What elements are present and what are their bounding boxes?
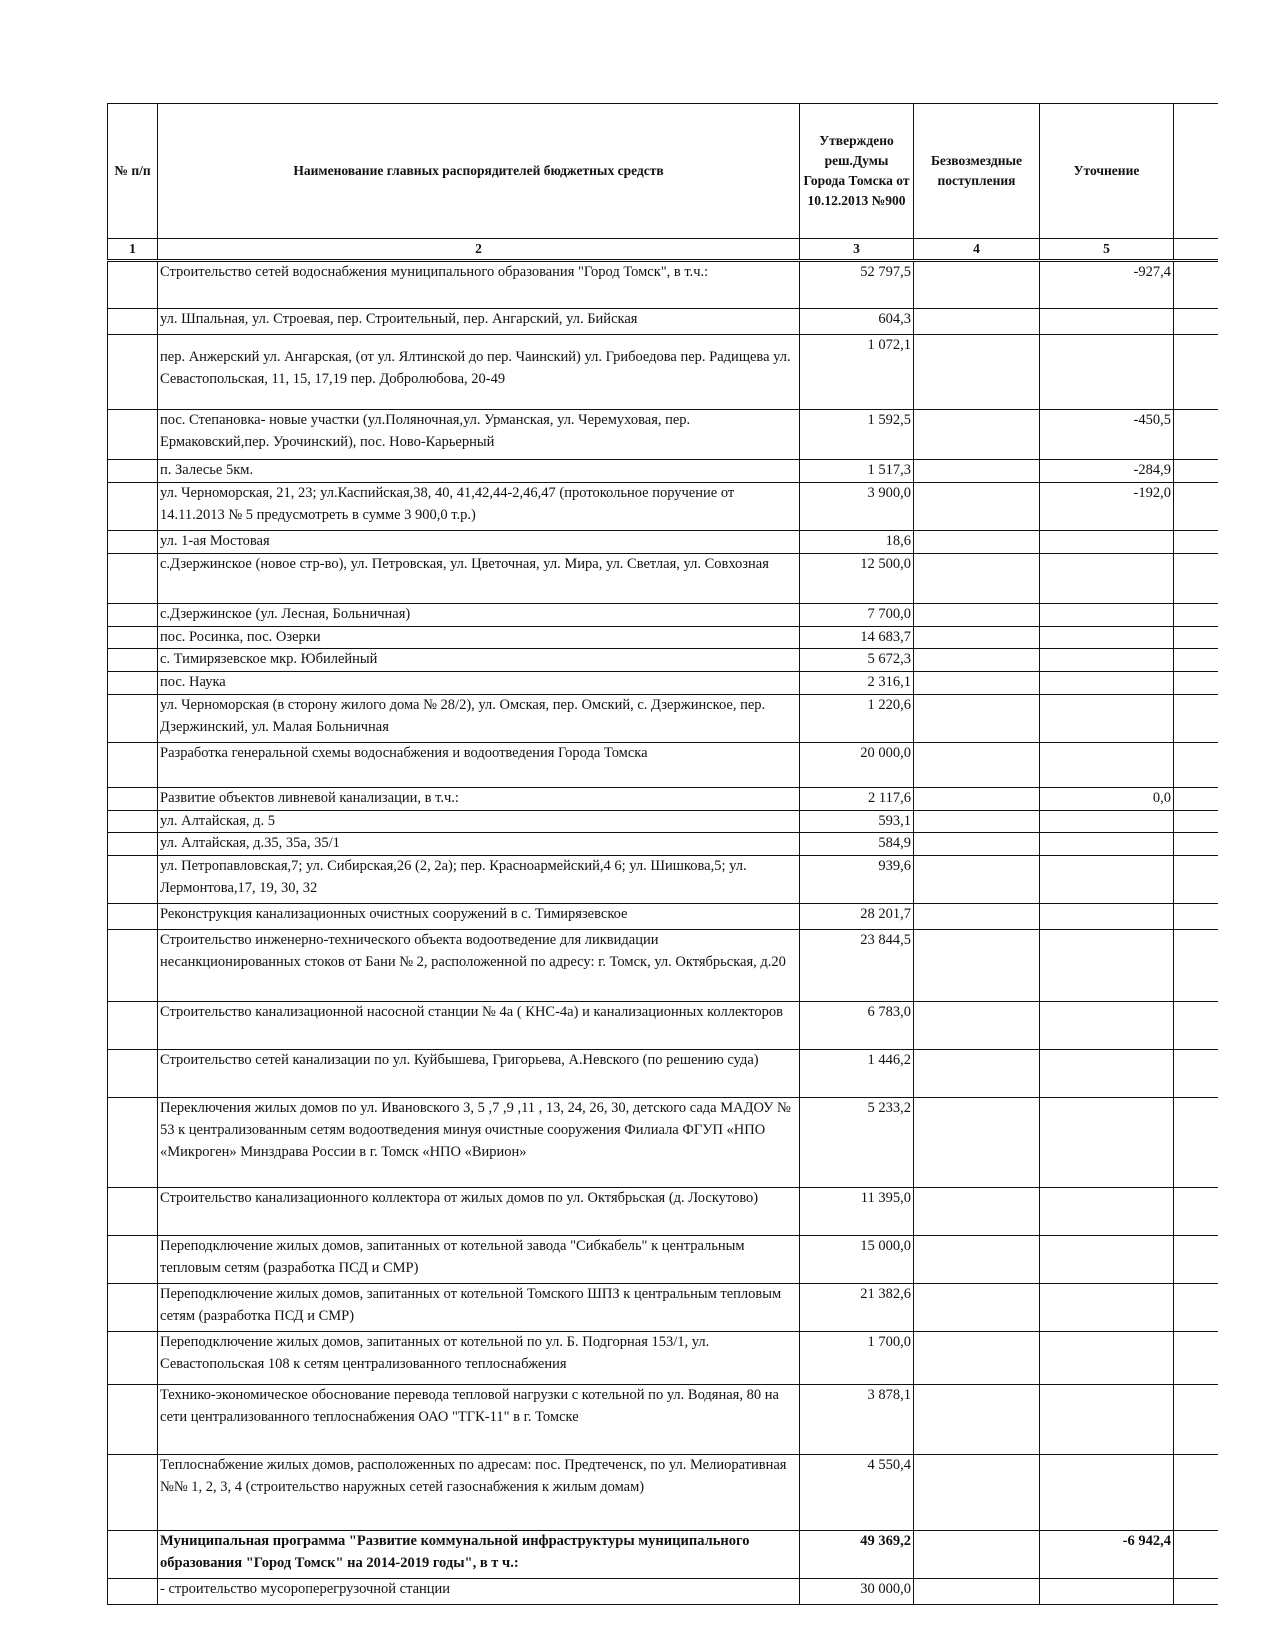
table-row <box>108 1050 1218 1098</box>
row-number-cell <box>108 626 158 649</box>
row-grants-cell <box>914 261 1040 309</box>
row-next-cell <box>1174 1332 1218 1385</box>
row-approved-cell: 12 500,0 <box>800 553 914 603</box>
row-name-cell: ул. Петропавловская,7; ул. Сибирская,26 (2, 2а); пер. Красноармейский,4 6; ул. Шишкова,5; ул. Лермонтова,17, 19, 30, 32 <box>158 856 800 904</box>
row-approved-cell: 3 900,0 <box>800 483 914 531</box>
row-next-cell <box>1174 309 1218 335</box>
row-approved-cell: 20 000,0 <box>800 742 914 787</box>
row-change-cell <box>1040 810 1174 833</box>
table-row <box>108 787 1218 810</box>
row-grants-cell <box>914 1284 1040 1332</box>
row-name-cell: Переподключение жилых домов, запитанных от котельной по ул. Б. Подгорная 153/1, ул. Севастопольская 108 к сетям централизованного теплоснабжения <box>158 1332 800 1385</box>
row-change-cell <box>1040 649 1174 672</box>
row-name-cell: с.Дзержинское (новое стр-во), ул. Петровская, ул. Цветочная, ул. Мира, ул. Светлая, ул. Совхозная <box>158 553 800 603</box>
table-row <box>108 1385 1218 1455</box>
row-change-cell <box>1040 930 1174 1002</box>
row-approved-cell: 28 201,7 <box>800 904 914 930</box>
row-name-cell: с.Дзержинское (ул. Лесная, Больничная) <box>158 603 800 626</box>
row-approved-cell: 584,9 <box>800 833 914 856</box>
row-approved-cell: 7 700,0 <box>800 603 914 626</box>
row-change-cell <box>1040 1579 1174 1605</box>
row-grants-cell <box>914 1050 1040 1098</box>
row-next-cell <box>1174 833 1218 856</box>
row-name-cell: Теплоснабжение жилых домов, расположенных по адресам: пос. Предтеченск, по ул. Мелиоративная №№ 1, 2, 3, 4 (строительство наружных сетей газоснабжения к жилым домам) <box>158 1455 800 1531</box>
row-next-cell <box>1174 460 1218 483</box>
row-next-cell <box>1174 1188 1218 1236</box>
row-name-cell: Разработка генеральной схемы водоснабжения и водоотведения Города Томска <box>158 742 800 787</box>
row-approved-cell: 18,6 <box>800 531 914 554</box>
table-header-row <box>108 104 1218 239</box>
row-next-cell <box>1174 742 1218 787</box>
table-row <box>108 626 1218 649</box>
table-row <box>108 553 1218 603</box>
table-row <box>108 1579 1218 1605</box>
table-row <box>108 1098 1218 1188</box>
column-number: 3 <box>800 239 914 261</box>
row-grants-cell <box>914 483 1040 531</box>
row-number-cell <box>108 261 158 309</box>
row-grants-cell <box>914 1098 1040 1188</box>
row-change-cell <box>1040 335 1174 410</box>
row-change-cell <box>1040 833 1174 856</box>
row-name-cell: Муниципальная программа "Развитие коммунальной инфраструктуры муниципального образования "Город Томск" на 2014-2019 годы", в т ч.: <box>158 1531 800 1579</box>
table-row <box>108 1332 1218 1385</box>
row-change-cell: 0,0 <box>1040 787 1174 810</box>
row-number-cell <box>108 833 158 856</box>
row-approved-cell: 1 446,2 <box>800 1050 914 1098</box>
row-number-cell <box>108 742 158 787</box>
row-change-cell <box>1040 1455 1174 1531</box>
row-approved-cell: 30 000,0 <box>800 1579 914 1605</box>
row-approved-cell: 604,3 <box>800 309 914 335</box>
table-row <box>108 483 1218 531</box>
row-name-cell: Переключения жилых домов по ул. Ивановского 3, 5 ,7 ,9 ,11 , 13, 24, 26, 30, детского сада МАДОУ № 53 к централизованным сетям водоотведения минуя очистные сооружения Филиала ФГУП «НПО «Микроген» Минздрава России в г. Томск «НПО «Вирион» <box>158 1098 800 1188</box>
row-change-cell <box>1040 742 1174 787</box>
table-row <box>108 810 1218 833</box>
table-row <box>108 460 1218 483</box>
row-number-cell <box>108 553 158 603</box>
row-approved-cell: 4 550,4 <box>800 1455 914 1531</box>
row-approved-cell: 49 369,2 <box>800 1531 914 1579</box>
table-row <box>108 309 1218 335</box>
row-number-cell <box>108 904 158 930</box>
row-grants-cell <box>914 787 1040 810</box>
row-name-cell: ул. 1-ая Мостовая <box>158 531 800 554</box>
row-name-cell: Переподключение жилых домов, запитанных от котельной завода "Сибкабель" к центральным тепловым сетям (разработка ПСД и СМР) <box>158 1236 800 1284</box>
table-row <box>108 1236 1218 1284</box>
table-row <box>108 930 1218 1002</box>
row-next-cell <box>1174 1050 1218 1098</box>
row-next-cell <box>1174 1098 1218 1188</box>
row-approved-cell: 2 316,1 <box>800 672 914 695</box>
row-approved-cell: 3 878,1 <box>800 1385 914 1455</box>
table-row <box>108 694 1218 742</box>
row-grants-cell <box>914 309 1040 335</box>
row-change-cell <box>1040 603 1174 626</box>
row-name-cell: Развитие объектов ливневой канализации, в т.ч.: <box>158 787 800 810</box>
column-number: 1 <box>108 239 158 261</box>
row-next-cell <box>1174 483 1218 531</box>
row-next-cell <box>1174 810 1218 833</box>
row-next-cell <box>1174 787 1218 810</box>
row-number-cell <box>108 531 158 554</box>
row-grants-cell <box>914 1455 1040 1531</box>
row-change-cell <box>1040 1385 1174 1455</box>
row-approved-cell: 6 783,0 <box>800 1002 914 1050</box>
row-number-cell <box>108 1284 158 1332</box>
table-row <box>108 649 1218 672</box>
row-name-cell: ул. Шпальная, ул. Строевая, пер. Строительный, пер. Ангарский, ул. Бийская <box>158 309 800 335</box>
row-number-cell <box>108 335 158 410</box>
row-number-cell <box>108 649 158 672</box>
row-approved-cell: 14 683,7 <box>800 626 914 649</box>
row-name-cell: п. Залесье 5км. <box>158 460 800 483</box>
row-change-cell <box>1040 1332 1174 1385</box>
row-name-cell: Строительство канализационного коллектора от жилых домов по ул. Октябрьская (д. Лоскутово) <box>158 1188 800 1236</box>
row-approved-cell: 5 672,3 <box>800 649 914 672</box>
row-change-cell <box>1040 1002 1174 1050</box>
row-name-cell: пос. Степановка- новые участки (ул.Поляночная,ул. Урманская, ул. Черемуховая, пер. Ермаковский,пер. Урочинский), пос. Ново-Карьерный <box>158 410 800 460</box>
table-row <box>108 603 1218 626</box>
row-next-cell <box>1174 335 1218 410</box>
row-name-cell: ул. Черноморская (в сторону жилого дома № 28/2), ул. Омская, пер. Омский, с. Дзержинское, пер. Дзержинский, ул. Малая Больничная <box>158 694 800 742</box>
row-number-cell <box>108 1188 158 1236</box>
header-name: Наименование главных распорядителей бюджетных средств <box>158 104 800 239</box>
row-change-cell <box>1040 1188 1174 1236</box>
row-name-cell: Технико-экономическое обоснование перевода тепловой нагрузки с котельной по ул. Водяная, 80 на сети централизованного теплоснабжения ОАО "ТГК-11" в г. Томске <box>158 1385 800 1455</box>
row-grants-cell <box>914 672 1040 695</box>
row-grants-cell <box>914 694 1040 742</box>
column-number <box>1174 239 1218 261</box>
row-approved-cell: 52 797,5 <box>800 261 914 309</box>
row-change-cell <box>1040 1050 1174 1098</box>
row-number-cell <box>108 1002 158 1050</box>
row-change-cell <box>1040 856 1174 904</box>
row-change-cell <box>1040 694 1174 742</box>
row-name-cell: пос. Росинка, пос. Озерки <box>158 626 800 649</box>
column-number: 2 <box>158 239 800 261</box>
table-row <box>108 1455 1218 1531</box>
row-name-cell: ул. Алтайская, д.35, 35а, 35/1 <box>158 833 800 856</box>
row-next-cell <box>1174 930 1218 1002</box>
row-change-cell <box>1040 672 1174 695</box>
row-next-cell <box>1174 1455 1218 1531</box>
row-grants-cell <box>914 930 1040 1002</box>
table-row <box>108 672 1218 695</box>
row-number-cell <box>108 483 158 531</box>
row-change-cell: -284,9 <box>1040 460 1174 483</box>
row-change-cell <box>1040 531 1174 554</box>
row-change-cell <box>1040 1236 1174 1284</box>
row-grants-cell <box>914 603 1040 626</box>
row-grants-cell <box>914 553 1040 603</box>
header-approved: Утверждено реш.Думы Города Томска от 10.12.2013 №900 <box>800 104 914 239</box>
row-grants-cell <box>914 1002 1040 1050</box>
table-row <box>108 531 1218 554</box>
row-name-cell: Строительство сетей канализации по ул. Куйбышева, Григорьева, А.Невского (по решению суда) <box>158 1050 800 1098</box>
row-number-cell <box>108 410 158 460</box>
row-name-cell: Строительство сетей водоснабжения муниципального образования "Город Томск", в т.ч.: <box>158 261 800 309</box>
row-next-cell <box>1174 1385 1218 1455</box>
column-number: 4 <box>914 239 1040 261</box>
row-name-cell: ул. Черноморская, 21, 23; ул.Каспийская,38, 40, 41,42,44-2,46,47 (протокольное поручение от 14.11.2013 № 5 предусмотреть в сумме 3 900,0 т.р.) <box>158 483 800 531</box>
row-number-cell <box>108 672 158 695</box>
row-grants-cell <box>914 531 1040 554</box>
row-approved-cell: 5 233,2 <box>800 1098 914 1188</box>
row-approved-cell: 939,6 <box>800 856 914 904</box>
row-number-cell <box>108 810 158 833</box>
row-name-cell: пер. Анжерский ул. Ангарская, (от ул. Ялтинской до пер. Чаинский) ул. Грибоедова пер. Радищева ул. Севастопольская, 11, 15, 17,19 пер. Добролюбова, 20-49 <box>158 335 800 410</box>
row-approved-cell: 1 517,3 <box>800 460 914 483</box>
table-row <box>108 1188 1218 1236</box>
row-next-cell <box>1174 1284 1218 1332</box>
row-next-cell <box>1174 694 1218 742</box>
row-number-cell <box>108 930 158 1002</box>
row-grants-cell <box>914 904 1040 930</box>
row-change-cell <box>1040 904 1174 930</box>
row-name-cell: ул. Алтайская, д. 5 <box>158 810 800 833</box>
row-number-cell <box>108 309 158 335</box>
row-grants-cell <box>914 1332 1040 1385</box>
table-row <box>108 1002 1218 1050</box>
row-change-cell <box>1040 1098 1174 1188</box>
row-name-cell: с. Тимирязевское мкр. Юбилейный <box>158 649 800 672</box>
row-name-cell: пос. Наука <box>158 672 800 695</box>
row-grants-cell <box>914 1579 1040 1605</box>
row-number-cell <box>108 1098 158 1188</box>
row-next-cell <box>1174 410 1218 460</box>
table-row <box>108 335 1218 410</box>
row-grants-cell <box>914 856 1040 904</box>
row-number-cell <box>108 1531 158 1579</box>
row-change-cell <box>1040 309 1174 335</box>
row-next-cell <box>1174 626 1218 649</box>
row-next-cell <box>1174 904 1218 930</box>
row-next-cell <box>1174 261 1218 309</box>
table-row <box>108 410 1218 460</box>
row-change-cell <box>1040 553 1174 603</box>
row-number-cell <box>108 1050 158 1098</box>
row-approved-cell: 1 592,5 <box>800 410 914 460</box>
row-next-cell <box>1174 553 1218 603</box>
row-grants-cell <box>914 810 1040 833</box>
row-change-cell: -192,0 <box>1040 483 1174 531</box>
row-name-cell: Переподключение жилых домов, запитанных от котельной Томского ШПЗ к центральным тепловым сетям (разработка ПСД и СМР) <box>158 1284 800 1332</box>
row-number-cell <box>108 1455 158 1531</box>
row-name-cell: Строительство канализационной насосной станции № 4а ( КНС-4а) и канализационных коллекторов <box>158 1002 800 1050</box>
row-grants-cell <box>914 335 1040 410</box>
row-name-cell: Реконструкция канализационных очистных сооружений в с. Тимирязевское <box>158 904 800 930</box>
table-body <box>108 261 1218 1605</box>
header-number: № п/п <box>108 104 158 239</box>
row-grants-cell <box>914 1236 1040 1284</box>
row-change-cell <box>1040 1284 1174 1332</box>
row-approved-cell: 21 382,6 <box>800 1284 914 1332</box>
row-number-cell <box>108 603 158 626</box>
row-next-cell <box>1174 672 1218 695</box>
row-next-cell <box>1174 531 1218 554</box>
column-number: 5 <box>1040 239 1174 261</box>
table-row <box>108 856 1218 904</box>
row-grants-cell <box>914 1385 1040 1455</box>
table-row <box>108 1531 1218 1579</box>
header-grants: Безвозмездные поступления <box>914 104 1040 239</box>
row-name-cell: - строительство мусороперегрузочной станции <box>158 1579 800 1605</box>
row-number-cell <box>108 787 158 810</box>
row-next-cell <box>1174 1002 1218 1050</box>
row-approved-cell: 2 117,6 <box>800 787 914 810</box>
row-approved-cell: 1 220,6 <box>800 694 914 742</box>
header-change: Уточнение <box>1040 104 1174 239</box>
row-grants-cell <box>914 742 1040 787</box>
row-next-cell <box>1174 603 1218 626</box>
row-number-cell <box>108 856 158 904</box>
row-grants-cell <box>914 1531 1040 1579</box>
row-grants-cell <box>914 1188 1040 1236</box>
table-row <box>108 904 1218 930</box>
row-approved-cell: 11 395,0 <box>800 1188 914 1236</box>
row-change-cell: -450,5 <box>1040 410 1174 460</box>
row-grants-cell <box>914 833 1040 856</box>
column-number-row <box>108 239 1218 261</box>
row-number-cell <box>108 460 158 483</box>
table-row <box>108 833 1218 856</box>
row-approved-cell: 1 072,1 <box>800 335 914 410</box>
row-approved-cell: 1 700,0 <box>800 1332 914 1385</box>
table-row <box>108 1284 1218 1332</box>
row-number-cell <box>108 1332 158 1385</box>
row-grants-cell <box>914 649 1040 672</box>
row-approved-cell: 15 000,0 <box>800 1236 914 1284</box>
budget-table <box>107 103 1218 1605</box>
row-approved-cell: 23 844,5 <box>800 930 914 1002</box>
row-next-cell <box>1174 1579 1218 1605</box>
row-change-cell <box>1040 626 1174 649</box>
row-grants-cell <box>914 626 1040 649</box>
table-row <box>108 261 1218 309</box>
header-next <box>1174 104 1218 239</box>
row-change-cell: -927,4 <box>1040 261 1174 309</box>
row-number-cell <box>108 694 158 742</box>
row-number-cell <box>108 1579 158 1605</box>
row-next-cell <box>1174 649 1218 672</box>
row-next-cell <box>1174 1236 1218 1284</box>
row-number-cell <box>108 1385 158 1455</box>
row-next-cell <box>1174 1531 1218 1579</box>
row-number-cell <box>108 1236 158 1284</box>
row-change-cell: -6 942,4 <box>1040 1531 1174 1579</box>
row-grants-cell <box>914 410 1040 460</box>
row-approved-cell: 593,1 <box>800 810 914 833</box>
row-grants-cell <box>914 460 1040 483</box>
row-name-cell: Строительство инженерно-технического объекта водоотведение для ликвидации несанкционированных стоков от Бани № 2, расположенной по адресу: г. Томск, ул. Октябрьская, д.20 <box>158 930 800 1002</box>
row-next-cell <box>1174 856 1218 904</box>
table-row <box>108 742 1218 787</box>
